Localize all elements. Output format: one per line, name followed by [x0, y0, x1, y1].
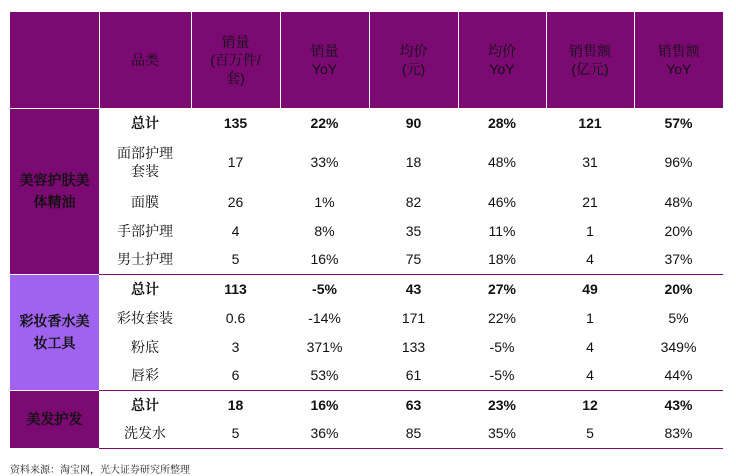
cell-sales: 4: [586, 338, 594, 355]
category-group-label: 彩妆香水美 妆工具: [10, 274, 99, 390]
cell-sales-yoy: 57%: [664, 114, 693, 131]
cell-volume-yoy: -14%: [308, 309, 341, 326]
cell-volume: 17: [227, 154, 244, 170]
cell-sales: 1: [586, 309, 594, 326]
cell-volume: 26: [227, 193, 244, 210]
cell-price: 63: [405, 396, 422, 413]
cell-volume-yoy: 33%: [310, 154, 339, 170]
cell-price: 133: [401, 338, 426, 355]
header-sales-yoy: 销售额 YoY: [634, 12, 723, 108]
header-blank: [10, 12, 99, 108]
cell-volume-yoy: 8%: [314, 222, 335, 239]
cell-volume-yoy: 371%: [306, 338, 343, 355]
table-row: [10, 274, 723, 303]
cell-sales-yoy: 20%: [664, 222, 693, 239]
cell-sales: 49: [582, 280, 598, 297]
total-label: 总计: [131, 280, 159, 297]
cell-volume: 6: [231, 367, 240, 384]
subcategory-label: 手部护理: [117, 222, 173, 239]
cell-volume: 18: [227, 396, 244, 413]
category-group-label: 美发护发: [10, 390, 99, 448]
cell-volume: 5: [231, 251, 240, 268]
table-row: [10, 390, 723, 419]
cell-price-yoy: -5%: [489, 367, 515, 384]
cell-price-yoy: 18%: [487, 251, 517, 268]
cell-price: 82: [405, 193, 422, 210]
cell-volume-yoy: 22%: [310, 114, 339, 131]
cell-price: 75: [405, 251, 422, 268]
total-label: 总计: [131, 114, 159, 131]
cell-volume-yoy: 1%: [314, 193, 335, 210]
cell-volume-yoy: 53%: [310, 367, 339, 384]
cell-price-yoy: 46%: [487, 193, 517, 210]
cell-price: 90: [405, 114, 422, 131]
cell-sales-yoy: 5%: [668, 309, 689, 326]
header-price-yoy: 均价 YoY: [458, 12, 546, 108]
cell-sales-yoy: 96%: [664, 154, 693, 170]
subcategory-label: 面膜: [131, 193, 159, 210]
table-row: [10, 137, 723, 187]
total-label: 总计: [131, 396, 159, 413]
cell-price: 85: [405, 425, 422, 442]
table-row: [10, 245, 723, 274]
category-group-label: 美容护肤美 体精油: [10, 108, 99, 274]
cell-sales-yoy: 349%: [660, 338, 697, 355]
subcategory-label: 面部护理 套装: [117, 145, 173, 179]
cell-sales-yoy: 44%: [664, 367, 693, 384]
cell-price: 18: [405, 154, 422, 170]
cell-sales-yoy: 37%: [664, 251, 693, 268]
cell-sales: 5: [586, 425, 594, 442]
cell-volume: 5: [231, 425, 240, 442]
subcategory-label: 粉底: [131, 338, 159, 355]
sales-table: [10, 12, 723, 449]
cell-price: 61: [405, 367, 422, 384]
cell-sales-yoy: 48%: [664, 193, 693, 210]
cell-sales: 1: [586, 222, 594, 239]
subcategory-label: 唇彩: [131, 367, 159, 384]
header-volume: 销量 (百万件/ 套): [191, 12, 280, 108]
table-row: [10, 108, 723, 137]
cell-volume: 4: [231, 222, 240, 239]
cell-sales: 21: [582, 193, 598, 210]
cell-price-yoy: 28%: [487, 114, 517, 131]
header-sales: 销售额 (亿元): [546, 12, 634, 108]
table-row: [10, 187, 723, 216]
cell-sales-yoy: 20%: [664, 280, 693, 297]
cell-price-yoy: -5%: [489, 338, 515, 355]
cell-price-yoy: 11%: [488, 222, 516, 239]
cell-sales: 121: [578, 114, 602, 131]
cell-volume-yoy: 16%: [310, 251, 339, 268]
cell-volume: 0.6: [225, 309, 246, 326]
cell-price-yoy: 23%: [487, 396, 517, 413]
table-body: [10, 108, 723, 448]
header-price: 均价 (元): [369, 12, 458, 108]
subcategory-label: 男士护理: [117, 251, 173, 268]
subcategory-label: 彩妆套装: [117, 309, 173, 326]
cell-price-yoy: 27%: [487, 280, 517, 297]
header-category: 品类: [99, 12, 191, 108]
cell-sales-yoy: 83%: [664, 425, 693, 442]
cell-price: 171: [401, 309, 426, 326]
cell-sales: 12: [582, 396, 598, 413]
table-row: [10, 303, 723, 332]
cell-volume: 113: [224, 280, 247, 297]
table-row: [10, 419, 723, 448]
cell-price-yoy: 35%: [487, 425, 517, 442]
table-row: [10, 332, 723, 361]
cell-volume: 135: [223, 114, 248, 131]
table-row: [10, 361, 723, 390]
cell-price: 35: [405, 222, 422, 239]
table-row: [10, 216, 723, 245]
header-volume-yoy: 销量 YoY: [280, 12, 369, 108]
cell-volume-yoy: -5%: [312, 280, 337, 297]
cell-sales: 4: [586, 251, 594, 268]
subcategory-label: 洗发水: [124, 425, 166, 442]
cell-sales: 31: [582, 154, 598, 170]
cell-price-yoy: 48%: [487, 154, 517, 170]
cell-price: 43: [405, 280, 422, 297]
cell-volume: 3: [231, 338, 240, 355]
cell-volume-yoy: 36%: [310, 425, 339, 442]
cell-volume-yoy: 16%: [310, 396, 339, 413]
cell-price-yoy: 22%: [487, 309, 517, 326]
source-note: 资料来源：淘宝网，光大证券研究所整理: [10, 465, 190, 476]
cell-sales-yoy: 43%: [664, 396, 693, 413]
header-row: [10, 12, 723, 108]
cell-sales: 4: [586, 367, 594, 384]
